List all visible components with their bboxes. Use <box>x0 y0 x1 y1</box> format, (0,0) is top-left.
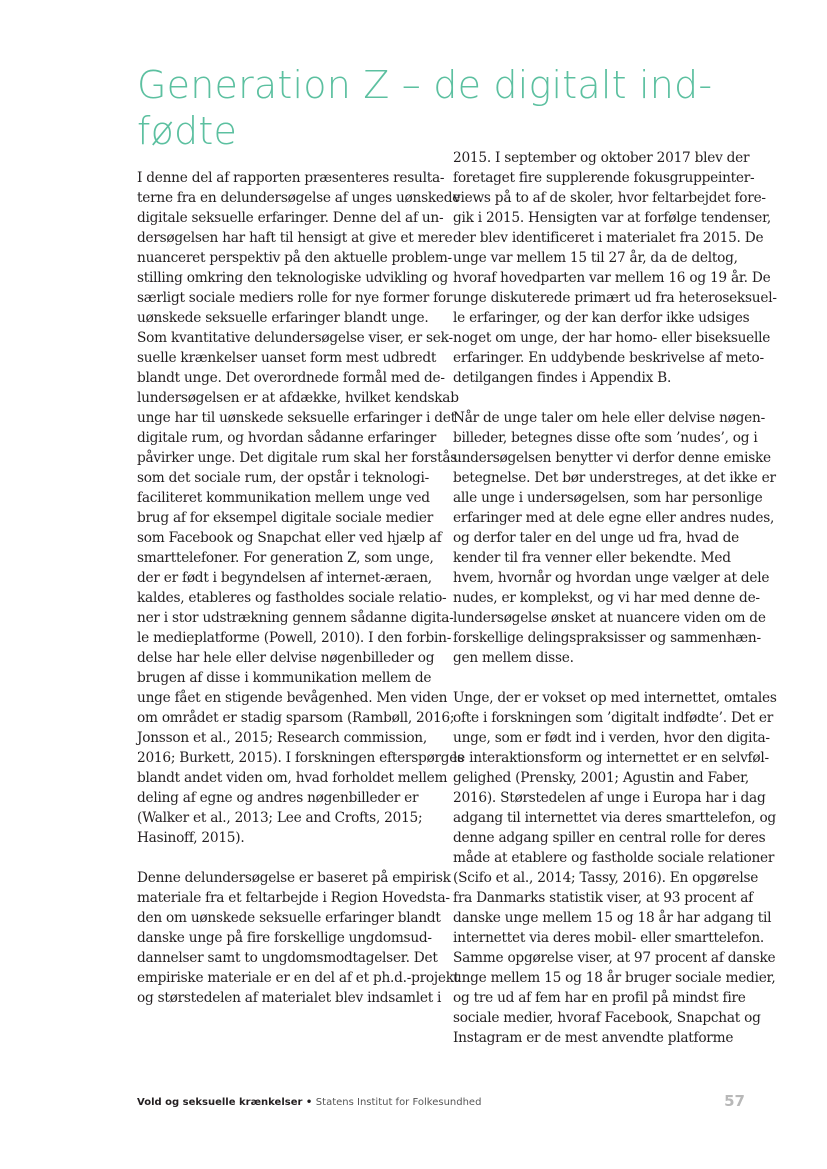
footer-separator: • <box>302 1097 316 1108</box>
text-line: views på to af de skoler, hvor feltarbejdet fore- <box>453 190 766 206</box>
text-line: detilgangen findes i Appendix B. <box>453 370 672 386</box>
paragraph <box>137 868 467 1008</box>
text-line: påvirker unge. Det digitale rum skal her forstås <box>137 450 458 466</box>
text-line: deling af egne og andres nøgenbilleder er <box>137 790 419 806</box>
page-title <box>137 62 757 154</box>
text-line: nudes, er komplekst, og vi har med denne de- <box>453 590 760 606</box>
text-line: måde at etablere og fastholde sociale relationer <box>453 850 775 866</box>
text-line: Når de unge taler om hele eller delvise nøgen- <box>453 410 765 426</box>
footer-source <box>137 1094 481 1112</box>
text-line: om området er stadig sparsom (Rambøll, 2016; <box>137 710 455 726</box>
text-line: lundersøgelse ønsket at nuancere viden om de <box>453 610 766 626</box>
text-line: Unge, der er vokset op med internettet, omtales <box>453 690 777 706</box>
text-line: digitale seksuelle erfaringer. Denne del af un- <box>137 210 444 226</box>
text-line: forskellige delingspraksisser og sammenhæn- <box>453 630 761 646</box>
text-line: le interaktionsform og internettet er en selvføl- <box>453 750 769 766</box>
text-line: I denne del af rapporten præsenteres resulta- <box>137 170 445 186</box>
text-line: lundersøgelsen er at afdække, hvilket kendskab <box>137 390 459 406</box>
text-line: (Walker et al., 2013; Lee and Crofts, 2015; <box>137 810 423 826</box>
text-line: og derfor taler en del unge ud fra, hvad de <box>453 530 740 546</box>
text-line: erfaringer. En uddybende beskrivelse af meto- <box>453 350 764 366</box>
text-line: og tre ud af fem har en profil på mindst fire <box>453 990 746 1006</box>
page-title-line-2: fødte <box>137 109 238 153</box>
text-line: sociale medier, hvoraf Facebook, Snapchat og <box>453 1010 761 1026</box>
text-line: særligt sociale mediers rolle for nye former for <box>137 290 453 306</box>
text-line: kender til fra venner eller bekendte. Med <box>453 550 731 566</box>
text-line: betegnelse. Det bør understreges, at det ikke er <box>453 470 776 486</box>
text-line: den om uønskede seksuelle erfaringer blandt <box>137 910 441 926</box>
text-line: foretaget fire supplerende fokusgruppeinter- <box>453 170 755 186</box>
text-line: dannelser samt to ungdomsmodtagelser. Det <box>137 950 438 966</box>
text-line: uønskede seksuelle erfaringer blandt unge. <box>137 310 429 326</box>
text-line: gik i 2015. Hensigten var at forfølge tendenser, <box>453 210 771 226</box>
paragraph <box>453 148 783 388</box>
text-line: nuanceret perspektiv på den aktuelle problem- <box>137 250 452 266</box>
page-footer <box>137 1094 747 1112</box>
text-line: Instagram er de mest anvendte platforme <box>453 1030 734 1046</box>
text-line: hvem, hvornår og hvordan unge vælger at dele <box>453 570 770 586</box>
text-line: Denne delundersøgelse er baseret på empirisk <box>137 870 451 886</box>
text-line: blandt andet viden om, hvad forholdet mellem <box>137 770 448 786</box>
page-title-line-1: Generation Z – de digitalt ind- <box>137 63 713 107</box>
text-line: (Scifo et al., 2014; Tassy, 2016). En opgørelse <box>453 870 759 886</box>
text-line: unge diskuterede primært ud fra heteroseksuel- <box>453 290 777 306</box>
text-line: stilling omkring den teknologiske udvikling og <box>137 270 448 286</box>
text-line: som det sociale rum, der opstår i teknologi- <box>137 470 430 486</box>
text-line: undersøgelsen benytter vi derfor denne emiske <box>453 450 771 466</box>
text-line: kaldes, etableres og fastholdes sociale relatio- <box>137 590 447 606</box>
text-line: unge var mellem 15 til 27 år, da de deltog, <box>453 250 738 266</box>
text-line: unge mellem 15 og 18 år bruger sociale medier, <box>453 970 776 986</box>
text-line: smarttelefoner. For generation Z, som unge, <box>137 550 434 566</box>
text-line: danske unge på fire forskellige ungdomsud- <box>137 930 432 946</box>
text-line: blandt unge. Det overordnede formål med de- <box>137 370 445 386</box>
text-line: gelighed (Prensky, 2001; Agustin and Faber, <box>453 770 749 786</box>
text-line: Som kvantitative delundersøgelse viser, er sek- <box>137 330 453 346</box>
text-line: noget om unge, der har homo- eller biseksuelle <box>453 330 771 346</box>
footer-institute: Statens Institut for Folkesundhed <box>315 1097 482 1108</box>
text-line: der er født i begyndelsen af internet-æraen, <box>137 570 432 586</box>
text-line: fra Danmarks statistik viser, at 93 procent af <box>453 890 753 906</box>
text-line: delse har hele eller delvise nøgenbilleder og <box>137 650 435 666</box>
text-line: terne fra en delundersøgelse af unges uønskede <box>137 190 461 206</box>
paragraph <box>453 688 783 1048</box>
text-line: alle unge i undersøgelsen, som har personlige <box>453 490 763 506</box>
page-number: 57 <box>724 1092 745 1110</box>
text-line: som Facebook og Snapchat eller ved hjælp af <box>137 530 442 546</box>
text-line: digitale rum, og hvordan sådanne erfaringer <box>137 430 437 446</box>
text-line: internettet via deres mobil- eller smarttelefon. <box>453 930 765 946</box>
text-line: dersøgelsen har haft til hensigt at give et mere <box>137 230 453 246</box>
text-line: 2015. I september og oktober 2017 blev der <box>453 150 750 166</box>
text-line: ofte i forskningen som ’digitalt indfødte’. Det er <box>453 710 774 726</box>
text-line: gen mellem disse. <box>453 650 574 666</box>
footer-report-title: Vold og seksuelle krænkelser <box>137 1097 303 1108</box>
text-line: denne adgang spiller en central rolle for deres <box>453 830 766 846</box>
text-line: Hasinoff, 2015). <box>137 830 245 846</box>
text-line: der blev identificeret i materialet fra 2015. De <box>453 230 764 246</box>
text-line: adgang til internettet via deres smarttelefon, og <box>453 810 776 826</box>
text-line: 2016). Størstedelen af unge i Europa har i dag <box>453 790 766 806</box>
text-line: le erfaringer, og der kan derfor ikke udsiges <box>453 310 750 326</box>
text-line: ner i stor udstrækning gennem sådanne digita- <box>137 610 454 626</box>
text-line: og størstedelen af materialet blev indsamlet i <box>137 990 442 1006</box>
text-line: unge fået en stigende bevågenhed. Men viden <box>137 690 448 706</box>
text-line: Jonsson et al., 2015; Research commission, <box>137 730 427 746</box>
text-line: hvoraf hovedparten var mellem 16 og 19 år. De <box>453 270 771 286</box>
text-line: brugen af disse i kommunikation mellem de <box>137 670 432 686</box>
text-line: 2016; Burkett, 2015). I forskningen efterspørges <box>137 750 464 766</box>
text-line: le medieplatforme (Powell, 2010). I den forbin- <box>137 630 452 646</box>
paragraph <box>453 408 783 668</box>
text-line: unge, som er født ind i verden, hvor den digita- <box>453 730 770 746</box>
paragraph <box>137 168 467 848</box>
text-line: unge har til uønskede seksuelle erfaringer i det <box>137 410 456 426</box>
left-text-column <box>137 168 467 1028</box>
text-line: danske unge mellem 15 og 18 år har adgang til <box>453 910 772 926</box>
text-line: faciliteret kommunikation mellem unge ved <box>137 490 430 506</box>
right-text-column <box>453 148 783 1068</box>
text-line: suelle krænkelser uanset form mest udbredt <box>137 350 437 366</box>
text-line: empiriske materiale er en del af et ph.d.-projekt <box>137 970 460 986</box>
text-line: Samme opgørelse viser, at 97 procent af danske <box>453 950 776 966</box>
text-line: materiale fra et feltarbejde i Region Hovedsta- <box>137 890 450 906</box>
text-line: brug af for eksempel digitale sociale medier <box>137 510 434 526</box>
text-line: billeder, betegnes disse ofte som ’nudes’, og i <box>453 430 758 446</box>
text-line: erfaringer med at dele egne eller andres nudes, <box>453 510 775 526</box>
